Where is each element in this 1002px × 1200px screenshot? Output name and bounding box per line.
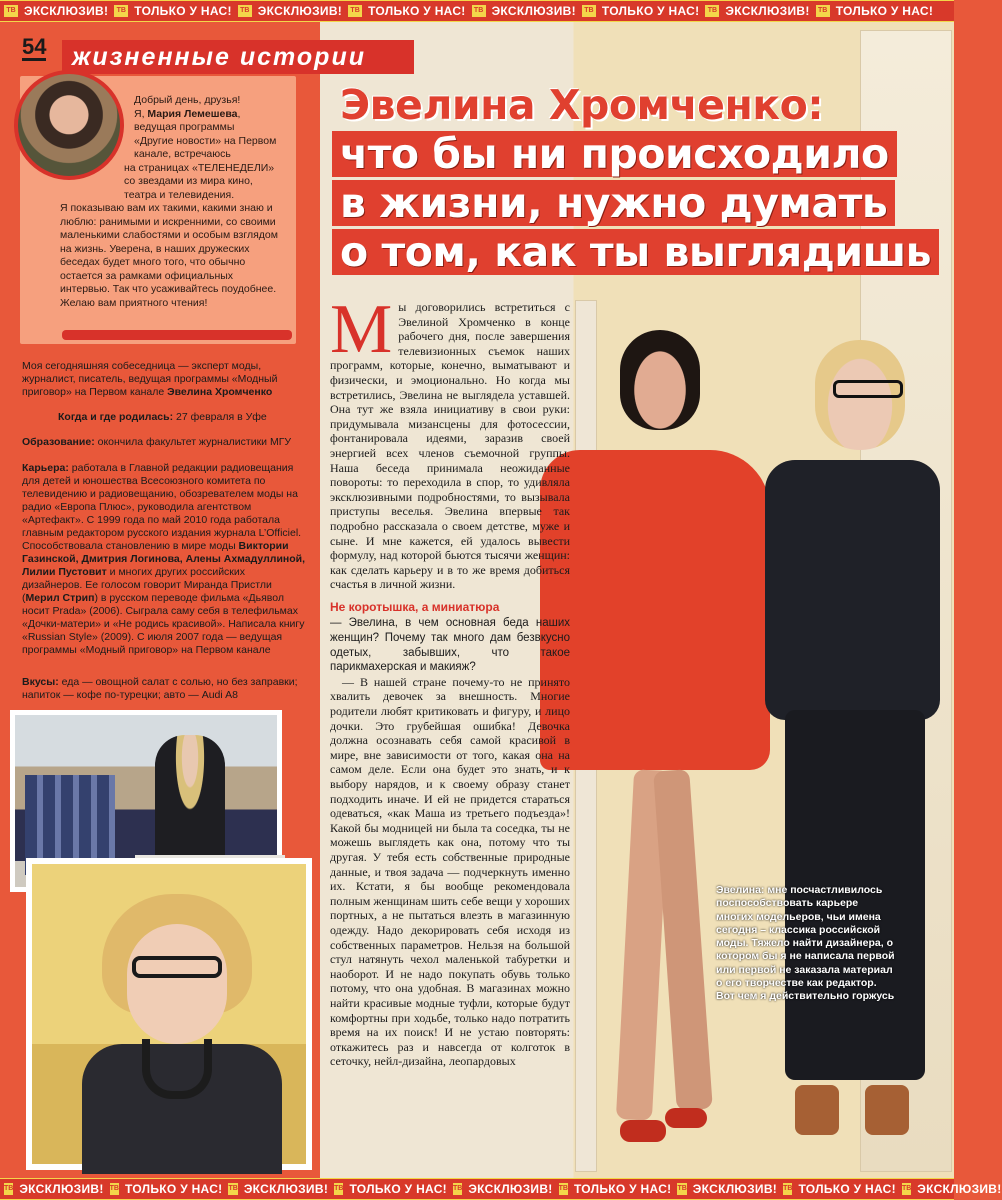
photo-portrait-glasses xyxy=(26,858,312,1170)
born-label: Когда и где родилась: xyxy=(58,411,174,423)
promo-text: ЭКСКЛЮЗИВ! xyxy=(257,4,343,18)
promo-text: ЭКСКЛЮЗИВ! xyxy=(468,1182,553,1196)
born-value: 27 февраля в Уфе xyxy=(173,411,267,423)
profile-lead xyxy=(22,360,312,399)
career-text: и многих других российских дизайнеров. Ее голосом говорит Миранда Пристли ( xyxy=(22,566,272,604)
promo-text: ТОЛЬКО У НАС! xyxy=(349,1182,447,1196)
career-text: ) в русском переводе фильма «Дьявол носит Prada» (2006). Сыграла саму себя в телефильмах «Дочки-матери» и «Не родись красивой». Написала книгу «Russian Style» (2009). С июля 2007 года — ведущая программы «Модный приговор» на Первом канале xyxy=(22,592,305,656)
intro-line: со звездами из мира кино, xyxy=(124,175,253,187)
promo-text: ЭКСКЛЮЗИВ! xyxy=(243,1182,329,1196)
magazine-logo-icon: ТВ xyxy=(4,1183,13,1195)
profile-tastes xyxy=(22,676,312,702)
article-subhead: Не коротышка, а миниатюра xyxy=(330,599,500,614)
actor-name: Мерил Стрип xyxy=(25,592,95,604)
promo-text: ТОЛЬКО У НАС! xyxy=(368,4,466,18)
magazine-logo-icon: ТВ xyxy=(110,1183,119,1195)
intro-line: на страницах «ТЕЛЕНЕДЕЛИ» xyxy=(124,161,275,174)
article-paragraph: ы договорились встретиться с Эвелиной Хромченко в конце рабочего дня, после завершения телевизионных съемок наших программ, которые, конечно, выматывают и физически, и эмоционально. Но когда мы встретились, Эвелина не выглядела уставшей. Она тут же взяла инициативу в свои руки: придумывала мизансцены для фотосессии, фонтанировала идеями, заразив своей энергией всех членов съемочной группы. Наша беседа принимала неожиданные повороты: то переходила в спор, то удивляла эксклюзивными подробностями, то вызывала приступы веселья. Эвелина впервые так подробно рассказала о своем детстве, муже и сыне. И мне кажется, ей удалось вывести формулу, над которой бьются тысячи женщин: как сделать карьеру и в то же время добиться счастья в личной жизни. xyxy=(330,300,570,592)
intro-line: «Другие новости» на Первом xyxy=(134,134,277,147)
tastes-value: еда — овощной салат с солью, но без заправки; напиток — кофе по-турецки; авто — Audi A8 xyxy=(22,676,298,701)
career-label: Карьера: xyxy=(22,462,69,474)
magazine-logo-icon: ТВ xyxy=(348,5,362,17)
intro-line: Я, xyxy=(134,107,148,120)
article-body xyxy=(330,291,570,1178)
photo-caption: Эвелина: мне посчастливилось поспособствовать карьере многих модельеров, чьи имена сегодня – классика российской моды. Тяжело найти дизайнера, о котором бы я не написала первой или первой не заказала материал о его творчестве как редактор. Вот чем я действительно горжусь xyxy=(716,884,895,1003)
promo-text: ЭКСКЛЮЗИВ! xyxy=(692,1182,778,1196)
intro-line: Добрый день, друзья! xyxy=(134,94,241,106)
profile-born xyxy=(22,411,312,424)
designer-names: Виктории Газинской, Дмитрия Логинова, Алены Ахмадуллиной, Лилии Пустовит xyxy=(22,540,306,578)
intro-paragraph: Я показываю вам их такими, какими знаю и люблю: ранимыми и искренними, со своими маленькими слабостями и особым взглядом на жизнь. Уверена, в наших дружеских беседах будет много того, что обычно остается за рамками официальных интервью. Так что усаживайтесь поудобнее. xyxy=(60,202,278,295)
promo-text: ТОЛЬКО У НАС! xyxy=(798,1182,896,1196)
intro-accent-bar xyxy=(62,330,292,340)
career-text: работала в Главной редакции радиовещания для детей и юношества Всесоюзного комитета по телевидению и радиовещанию, обозревателем моды на радио «Европа Плюс», руководила агентством «Артефакт». С 1999 года по май 2010 года работала главным редактором русского издания журнала L’Officiel. Способствовала становлению в мире моды xyxy=(22,462,302,552)
promo-text: ТОЛЬКО У НАС! xyxy=(835,4,934,18)
magazine-logo-icon: ТВ xyxy=(334,1183,343,1195)
page-number: 54 xyxy=(22,34,47,59)
intro-line: , xyxy=(237,107,241,120)
host-name: Мария Лемешева xyxy=(147,107,238,120)
headline-line: о том, как ты выглядишь xyxy=(332,229,939,275)
promo-text: ТОЛЬКО У НАС! xyxy=(134,4,232,18)
interview-question: — Эвелина, в чем основная беда наших женщин? Почему так много дам безвкусно одетых, забывших, что такое парикмахерская и макияж? xyxy=(330,617,570,674)
intro-line: театра и телевидения. xyxy=(124,188,235,201)
promo-text: ЭКСКЛЮЗИВ! xyxy=(24,4,109,18)
profile-education xyxy=(22,436,312,449)
interview-answer: — В нашей стране почему-то не принято хвалить девочек за внешность. Многие родители любят критиковать и фигуру, и лицо дочки. Это грубейшая ошибка! Девочка должна осознавать себя самой красивой в мире, вне зависимости от того, какая она на самом деле. Если она будет это знать, и к выбору нарядов, и к своему образу станет подходить иначе. И ей не придется стараться одеваться, «как Маша из третьего подъезда»! Какой бы модницей ни была та соседка, ты не можешь выглядеть как она, потому что ты другая. У тебя есть собственные природные данные, и твоя задача — подчеркнуть именно их. Кстати, я бы вообще рекомендовала полным женщинам шить себе вещи у хороших портных, а не пытаться влезть в магазинную одежду. Надо декорировать себя исходя из собственных параметров. Нельзя на большой стул натянуть чехол маленькой табуретки и наоборот. И не надо покупать обувь только потому, что она удобная. В магазинах можно найти красивые модные туфли, которые будут комфортны при ходьбе, только надо потратить время на их поиск! И не устаю повторять: откажитесь раз и навсегда от колготок в сеточку, нейл-дизайна, леопардовых xyxy=(330,674,570,1069)
education-label: Образование: xyxy=(22,436,95,448)
headline-line: в жизни, нужно думать xyxy=(332,180,895,226)
magazine-logo-icon: ТВ xyxy=(238,5,252,17)
intro-line: канале, встречаюсь xyxy=(134,148,231,160)
promo-text: ТОЛЬКО У НАС! xyxy=(124,1182,223,1196)
profile-lead-text: Моя сегодняшняя собеседница — эксперт моды, журналист, писатель, ведущая программы «Модный приговор» на Первом канале xyxy=(22,360,278,398)
guest-name: Эвелина Хромченко xyxy=(167,386,273,398)
magazine-logo-icon: ТВ xyxy=(453,1183,462,1195)
tastes-label: Вкусы: xyxy=(22,676,59,688)
promo-text: ЭКСКЛЮЗИВ! xyxy=(19,1182,104,1196)
promo-text: ТОЛЬКО У НАС! xyxy=(573,1182,672,1196)
magazine-logo-icon: ТВ xyxy=(705,5,719,17)
education-value: окончила факультет журналистики МГУ xyxy=(94,436,292,448)
bottom-promo-strip xyxy=(0,1178,1002,1200)
woman-black-outfit xyxy=(755,340,945,1150)
magazine-logo-icon: ТВ xyxy=(783,1183,792,1195)
intro-line: ведущая программы xyxy=(134,121,235,133)
host-intro xyxy=(60,94,282,310)
magazine-logo-icon: ТВ xyxy=(582,5,596,17)
magazine-logo-icon: ТВ xyxy=(902,1183,911,1195)
headline-line: что бы ни происходило xyxy=(332,131,897,177)
magazine-logo-icon: ТВ xyxy=(559,1183,568,1195)
magazine-logo-icon: ТВ xyxy=(816,5,830,17)
promo-text: ЭКСКЛЮЗИВ! xyxy=(491,4,576,18)
magazine-logo-icon: ТВ xyxy=(4,5,18,17)
promo-text: ТОЛЬКО У НАС! xyxy=(601,4,700,18)
magazine-logo-icon: ТВ xyxy=(228,1183,237,1195)
article-headline xyxy=(332,81,932,278)
section-title: жизненные истории xyxy=(62,40,414,74)
top-promo-strip xyxy=(0,0,954,22)
promo-text: ЭКСКЛЮЗИВ! xyxy=(725,4,810,18)
magazine-logo-icon: ТВ xyxy=(677,1183,686,1195)
drop-cap: М xyxy=(330,291,393,368)
profile-career xyxy=(22,462,306,657)
magazine-logo-icon: ТВ xyxy=(472,5,486,17)
magazine-logo-icon: ТВ xyxy=(114,5,128,17)
promo-text: ЭКСКЛЮЗИВ! xyxy=(917,1182,1002,1196)
headline-line: Эвелина Хромченко: xyxy=(340,81,824,129)
intro-signoff: Желаю вам приятного чтения! xyxy=(60,296,208,309)
